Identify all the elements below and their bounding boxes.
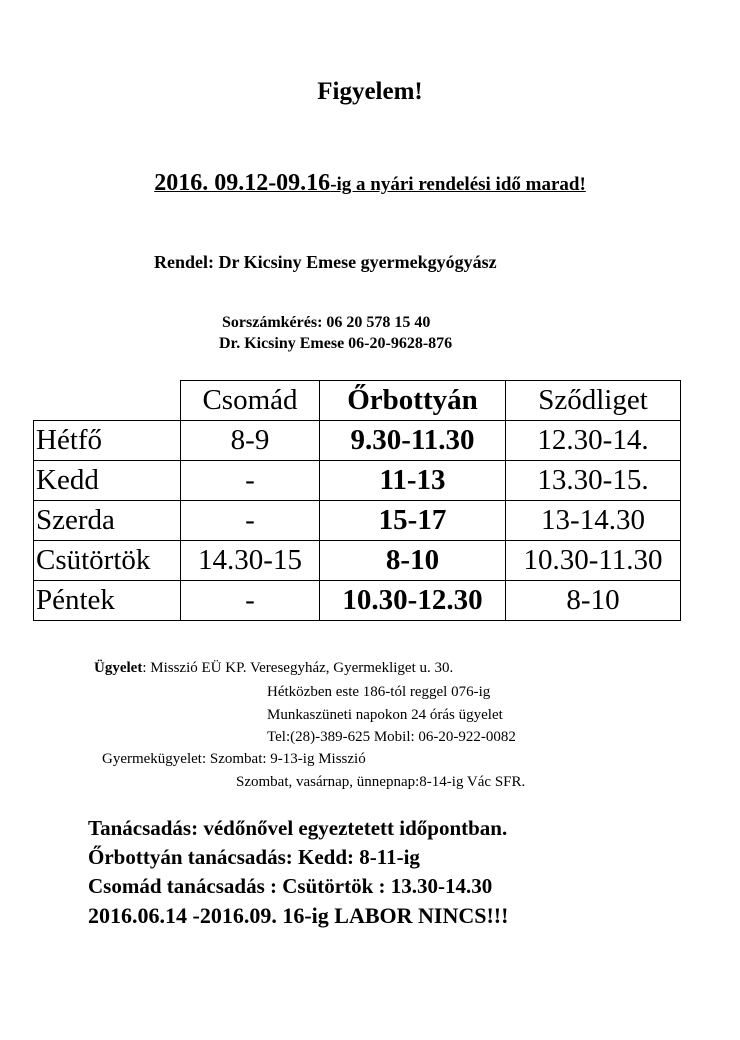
page-title: Figyelem! bbox=[317, 78, 423, 105]
schedule-corner bbox=[34, 381, 181, 421]
orbottyan-consultation-line: Őrbottyán tanácsadás: Kedd: 8-11-ig bbox=[88, 845, 420, 869]
duty-label: Ügyelet bbox=[94, 660, 143, 676]
szodliget-cell: 13-14.30 bbox=[506, 501, 681, 541]
day-cell: Péntek bbox=[34, 581, 181, 621]
csomad-cell: 8-9 bbox=[181, 421, 320, 461]
consultation-line: Tanácsadás: védőnővel egyeztetett időpontban. bbox=[88, 816, 508, 840]
csomad-cell: 14.30-15 bbox=[181, 541, 320, 581]
header-szodliget: Sződliget bbox=[506, 381, 681, 421]
schedule-header-row bbox=[34, 381, 681, 421]
contact-number-line: Sorszámkérés: 06 20 578 15 40 bbox=[222, 314, 431, 331]
csomad-cell: - bbox=[181, 461, 320, 501]
duty-line-2: Hétközben este 186-tól reggel 076-ig bbox=[267, 684, 491, 700]
orbottyan-cell: 9.30-11.30 bbox=[320, 421, 506, 461]
csomad-consultation-line: Csomád tanácsadás : Csütörtök : 13.30-14.30 bbox=[88, 874, 493, 898]
bottom-notes bbox=[88, 814, 508, 930]
notice-text: -ig a nyári rendelési idő marad! bbox=[330, 174, 586, 195]
day-cell: Kedd bbox=[34, 461, 181, 501]
schedule-table bbox=[33, 380, 681, 621]
orbottyan-cell: 10.30-12.30 bbox=[320, 581, 506, 621]
table-row bbox=[34, 421, 681, 461]
contact-doctor-line: Dr. Kicsiny Emese 06-20-9628-876 bbox=[219, 335, 453, 352]
szodliget-cell: 8-10 bbox=[506, 581, 681, 621]
orbottyan-cell: 11-13 bbox=[320, 461, 506, 501]
table-row bbox=[34, 501, 681, 541]
table-row bbox=[34, 541, 681, 581]
szodliget-cell: 12.30-14. bbox=[506, 421, 681, 461]
duty-address: : Misszió EÜ KP. Veresegyház, Gyermekliget u. 30. bbox=[142, 660, 454, 676]
doctor-line: Rendel: Dr Kicsiny Emese gyermekgyógyász bbox=[154, 252, 497, 272]
header-csomad: Csomád bbox=[181, 381, 320, 421]
csomad-cell: - bbox=[181, 501, 320, 541]
csomad-cell: - bbox=[181, 581, 320, 621]
duty-line-5: Gyermekügyelet: Szombat: 9-13-ig Misszió bbox=[102, 751, 366, 767]
day-cell: Hétfő bbox=[34, 421, 181, 461]
notice-line bbox=[0, 170, 740, 197]
orbottyan-cell: 15-17 bbox=[320, 501, 506, 541]
day-cell: Szerda bbox=[34, 501, 181, 541]
lab-notice-line: 2016.06.14 -2016.09. 16-ig LABOR NINCS!!! bbox=[88, 903, 509, 928]
szodliget-cell: 13.30-15. bbox=[506, 461, 681, 501]
szodliget-cell: 10.30-11.30 bbox=[506, 541, 681, 581]
duty-line-1 bbox=[94, 658, 453, 679]
orbottyan-cell: 8-10 bbox=[320, 541, 506, 581]
duty-line-4: Tel:(28)-389-625 Mobil: 06-20-922-0082 bbox=[267, 729, 516, 745]
duty-line-6: Szombat, vasárnap, ünnepnap:8-14-ig Vác SFR. bbox=[236, 774, 526, 790]
table-row bbox=[34, 461, 681, 501]
day-cell: Csütörtök bbox=[34, 541, 181, 581]
header-orbottyan: Őrbottyán bbox=[320, 381, 506, 421]
duty-line-3: Munkaszüneti napokon 24 órás ügyelet bbox=[267, 707, 503, 723]
table-row bbox=[34, 581, 681, 621]
notice-dates: 2016. 09.12-09.16 bbox=[154, 170, 331, 196]
